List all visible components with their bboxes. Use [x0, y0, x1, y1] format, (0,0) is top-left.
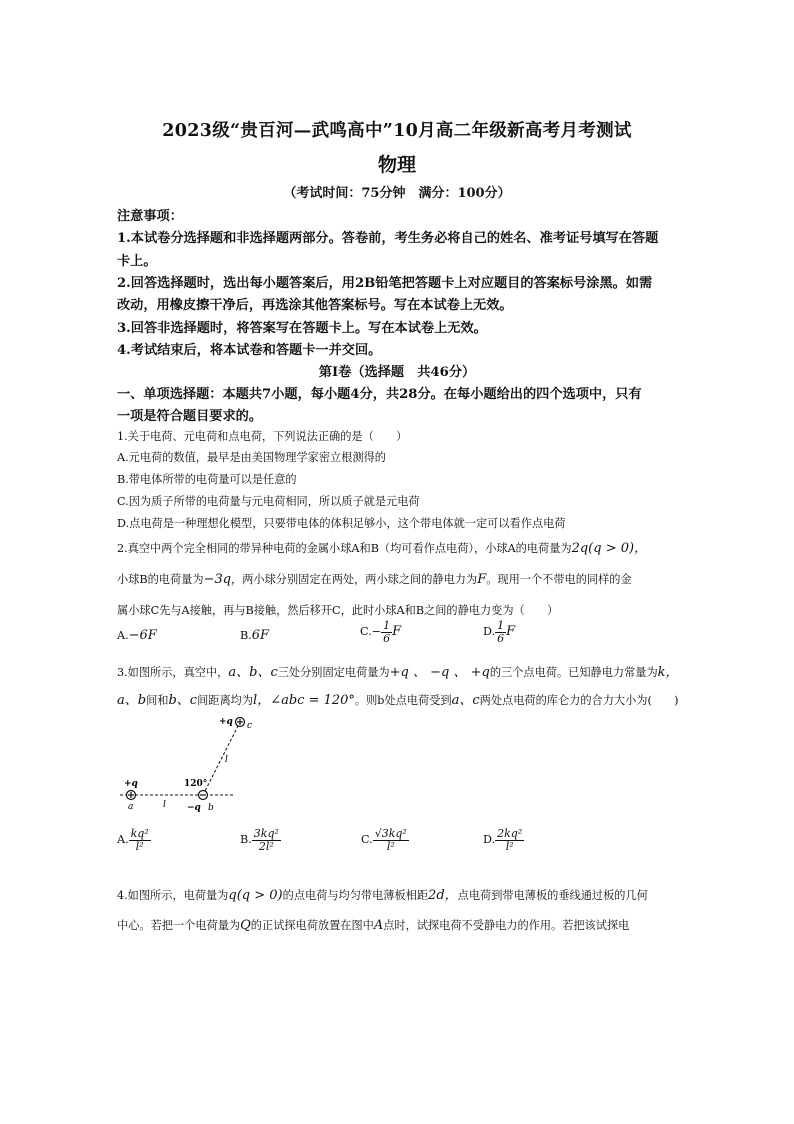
- q2-option-b-value: 6F: [251, 628, 270, 643]
- q3-option-c-fraction: [373, 828, 409, 852]
- q1-stem: 1.关于电荷、元电荷和点电荷，下列说法正确的是（ ）: [117, 430, 408, 443]
- q3-line-2-text-a: 间和: [146, 694, 169, 707]
- notice-item-3: 3.回答非选择题时，将答案写在答题卡上。写在本试卷上无效。: [117, 321, 487, 336]
- q3-option-b: [240, 828, 281, 852]
- q2-option-d-fraction: [495, 620, 506, 644]
- q3-option-d-label: D.: [483, 833, 496, 847]
- q4-charge: q(q > 0): [228, 888, 283, 903]
- q3-figure: [115, 710, 255, 815]
- q3-option-a-denominator: l²: [135, 839, 144, 853]
- q2-line-2-text-c: 。现用一个不带电的同样的金: [486, 573, 632, 586]
- notice-item-4: 4.考试结束后，将本试卷和答题卡一并交回。: [117, 343, 382, 358]
- q2-option-c-fraction: [381, 620, 392, 644]
- q2-option-c-tail: F: [392, 624, 402, 640]
- q3-option-d-numerator: 2kq²: [497, 827, 523, 840]
- q2-line-3: 属小球C先与A接触，再与B接触，然后移开C，此时小球A和B之间的静电力变为（ ）: [117, 604, 559, 617]
- q3-points: a、b、c: [228, 665, 278, 680]
- q2-option-d: [483, 620, 515, 644]
- q2-option-d-tail: F: [506, 624, 516, 640]
- q4-test-charge: Q: [240, 918, 251, 933]
- q2-force: F: [477, 572, 487, 587]
- q2-option-c: [360, 620, 401, 644]
- q4-line-1-text-a: 4.如图所示，电荷量为: [117, 889, 229, 902]
- notice-item-2-cont: 改动，用橡皮擦干净后，再选涂其他答案标号。写在本试卷上无效。: [117, 298, 513, 313]
- q2-option-d-label: D.: [483, 625, 496, 639]
- q3-option-d: [483, 828, 524, 852]
- exam-info: （考试时间：75分钟 满分：100分）: [283, 186, 511, 201]
- q2-option-c-numerator: 1: [383, 619, 391, 632]
- notice-heading: 注意事项：: [117, 209, 183, 224]
- q4-distance: 2d，: [428, 888, 458, 903]
- q3-figure-label-a: a: [128, 802, 134, 812]
- q3-figure-label-plus-c: +q: [219, 717, 233, 727]
- q3-line-1-text-c: 的三个点电荷。已知静电力常量为: [489, 666, 658, 679]
- q3-constant-k: k，: [657, 665, 679, 680]
- q1-option-c: C.因为质子所带的电荷量与元电荷相同，所以质子就是元电荷: [117, 495, 420, 508]
- q4-line-2-text-b: 的正试探电荷放置在图中: [250, 919, 374, 932]
- section-heading: 一、单项选择题：本题共7小题，每小题4分，共28分。在每小题给出的四个选项中，只有: [117, 387, 642, 402]
- q2-option-b: [240, 628, 269, 643]
- q4-line-1-text-b: 的点电荷与均匀带电薄板相距: [282, 889, 429, 902]
- q3-bc: b、c: [168, 693, 198, 708]
- q2-line-2-text-a: 小球B的电荷量为: [117, 573, 204, 586]
- q2-option-c-denominator: 6: [383, 631, 391, 645]
- notice-item-2: 2.回答选择题时，选出每小题答案后，用2B铅笔把答题卡上对应题目的答案标号涂黑。如需: [117, 276, 653, 291]
- q3-figure-label-angle: 120°: [184, 779, 208, 789]
- q3-figure-bc-line: [203, 722, 240, 795]
- q2-option-a: [117, 628, 157, 643]
- q2-charge-a: 2q(q > 0)，: [571, 541, 648, 556]
- exam-title: 2023级“贵百河—武鸣高中”10月高二年级新高考月考测试: [162, 121, 632, 141]
- section-heading-cont: 一项是符合题目要求的。: [117, 409, 263, 424]
- q3-line-2-text-c: 。则b处点电荷受到: [354, 694, 452, 707]
- q4-line-2-text-c: 点时，试探电荷不受静电力的作用。若把该试探电: [383, 919, 630, 932]
- q3-option-b-denominator: 2l²: [258, 839, 274, 853]
- q3-option-c-denominator: l²: [386, 839, 395, 853]
- q3-option-d-denominator: l²: [505, 839, 514, 853]
- q4-line-1-text-c: 点电荷到带电薄板的垂线通过板的几何: [457, 889, 648, 902]
- q3-option-b-label: B.: [240, 833, 252, 847]
- q2-line-2: [117, 571, 632, 587]
- q2-charge-b: −3q: [203, 572, 232, 587]
- q1-option-d: D.点电荷是一种理想化模型，只要带电体的体积足够小，这个带电体就一定可以看作点电荷: [117, 517, 566, 530]
- q3-figure-label-plus-a: +q: [124, 779, 138, 789]
- q2-option-d-denominator: 6: [497, 631, 505, 645]
- q3-ab: a、b: [117, 693, 147, 708]
- q3-charges: +q 、 −q 、 +q: [389, 665, 490, 680]
- q3-line-2-text-d: 两处点电荷的库仑力的合力大小为( ): [479, 694, 679, 707]
- q3-figure-label-minus-b: −q: [187, 803, 201, 813]
- q3-option-a-numerator: kq²: [130, 827, 149, 840]
- q2-option-b-label: B.: [240, 629, 252, 642]
- q3-option-a: [117, 828, 151, 852]
- q2-line-2-text-b: ，两小球分别固定在两处，两小球之间的静电力为: [231, 573, 478, 586]
- q2-option-c-label: C.: [360, 625, 372, 639]
- q1-option-a: A.元电荷的数值，最早是由美国物理学家密立根测得的: [117, 451, 386, 464]
- q1-option-b: B.带电体所带的电荷量可以是任意的: [117, 473, 297, 486]
- q4-line-1: [117, 884, 648, 903]
- q2-option-c-sign: −: [371, 625, 382, 639]
- q3-line-2-text-b: 间距离均为: [197, 694, 254, 707]
- notice-item-1: 1.本试卷分选择题和非选择题两部分。答卷前，考生务必将自己的姓名、准考证号填写在答题: [117, 231, 659, 246]
- q4-point-a: A: [373, 918, 384, 933]
- subject-title: 物理: [377, 154, 416, 176]
- q3-option-a-fraction: [129, 828, 151, 852]
- q3-distance-angle: l，∠abc = 120°: [253, 693, 355, 708]
- q3-figure-label-l-lower: l: [163, 800, 166, 810]
- q3-figure-label-c: c: [247, 721, 253, 731]
- q3-figure-label-l-upper: l: [225, 755, 228, 765]
- q3-line-1-text-b: 三处分别固定电荷量为: [277, 666, 390, 679]
- q3-line-1-text-a: 3.如图所示，真空中，: [117, 666, 229, 679]
- q4-line-2: [117, 917, 629, 933]
- q3-option-c-label: C.: [361, 833, 373, 847]
- q2-option-a-label: A.: [117, 629, 129, 642]
- q2-option-a-value: −6F: [128, 628, 157, 643]
- notice-item-1-cont: 卡上。: [117, 254, 157, 269]
- q2-line-1: [117, 537, 647, 556]
- q3-option-b-fraction: [252, 828, 281, 852]
- q4-line-2-text-a: 中心。若把一个电荷量为: [117, 919, 241, 932]
- q3-figure-label-b: b: [208, 803, 214, 813]
- q3-option-c-numerator: √3kq²: [374, 827, 407, 840]
- q3-line-1: [117, 661, 679, 680]
- part1-title: 第Ⅰ卷（选择题 共46分）: [318, 365, 476, 380]
- q2-option-d-numerator: 1: [497, 619, 505, 632]
- q3-option-b-numerator: 3kq²: [253, 827, 279, 840]
- q3-line-2: [117, 689, 679, 708]
- q3-option-c: [361, 828, 409, 852]
- q3-option-a-label: A.: [117, 833, 129, 847]
- q3-option-d-fraction: [495, 828, 524, 852]
- q2-line-1-text: 2.真空中两个完全相同的带异种电荷的金属小球A和B（均可看作点电荷），小球A的电荷量为: [117, 542, 572, 555]
- q3-ac: a、c: [451, 693, 480, 708]
